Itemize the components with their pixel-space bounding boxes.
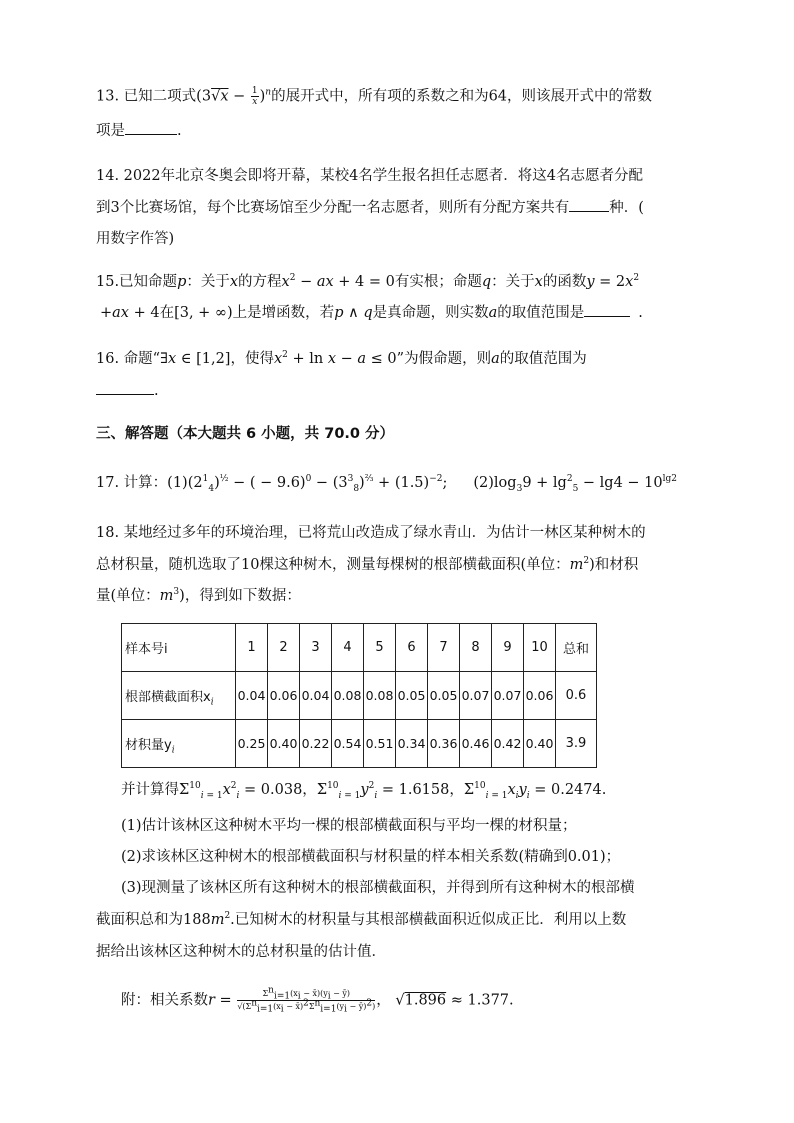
q15-text-c: 的方程 [238, 274, 282, 290]
q17-text-b: (2) [473, 475, 494, 491]
q18-text-l3b: )，得到如下数据： [179, 588, 301, 604]
row-label-x: 根部横截面积$x_i$ [122, 672, 236, 720]
table-header-cell: 1 [236, 624, 268, 672]
table-cell: 0.08 [332, 672, 364, 720]
question-15-line-1: 15.已知命题p：关于x的方程$x^2$ − ax + 4 = 0有实根；命题q：关于x的函数$y = 2x^2$ [96, 273, 640, 290]
q18-text-p3b: 截面积总和为188 [96, 912, 211, 928]
question-16-line-2 [96, 381, 159, 401]
q16-text-a: 16. 命题“∃ [96, 351, 168, 367]
q13-text-b: 的展开式中，所有项的系数之和为64，则该展开式中的常数 [271, 88, 653, 105]
table-header-cell: 4 [332, 624, 364, 672]
table-header-cell: 7 [428, 624, 460, 672]
q15-text-f: 的函数 [542, 274, 587, 290]
table-header-cell: 10 [524, 624, 556, 672]
table-header-cell: 9 [492, 624, 524, 672]
table-cell: 0.06 [524, 672, 556, 720]
q18-part-2: (2)求该林区这种树木的根部横截面积与材积量的样本相关系数(精确到0.01)； [121, 849, 621, 865]
table-cell: 0.04 [236, 672, 268, 720]
question-13-line-2 [96, 121, 182, 141]
q16-text-b: ，使得 [230, 351, 274, 367]
question-14-line-2 [96, 198, 644, 218]
q16-text-c: ”为假命题，则 [396, 351, 492, 367]
table-cell: 0.34 [396, 720, 428, 768]
table-header-cell: 5 [364, 624, 396, 672]
table-cell: 0.42 [492, 720, 524, 768]
question-18-line-2: 总材积量，随机选取了10棵这种树木，测量每棵树的根部横截面积(单位：$m^2$)和材积 [96, 556, 639, 573]
sum-line-label: 并计算得 [121, 782, 179, 798]
table-cell-total: 3.9 [556, 720, 597, 768]
question-14-line-1: 14. 2022年北京冬奥会即将开幕，某校4名学生报名担任志愿者．将这4名志愿者分配 [96, 168, 644, 184]
table-cell: 0.05 [428, 672, 460, 720]
answer-blank [569, 199, 609, 212]
table-cell: 0.22 [300, 720, 332, 768]
table-cell: 0.08 [364, 672, 396, 720]
table-cell: 0.51 [364, 720, 396, 768]
q15-text-b: ：关于 [186, 274, 230, 290]
table-cell: 0.46 [460, 720, 492, 768]
table-cell: 0.54 [332, 720, 364, 768]
correlation-formula: $\frac{\Sigma^n_{i=1}(x_i - x̄)(y_i - ȳ)}{√(\Sigma^n_{i=1}(x_i - x̄)^2\Sigma^n_{i=1}(y_i - ȳ)^2)}$ [237, 985, 376, 1015]
table-row-y [122, 720, 597, 768]
q13-text-d: . [177, 123, 182, 139]
q15-text-j: . [638, 305, 643, 321]
q15-text-e: ：关于 [491, 274, 535, 290]
table-cell: 0.25 [236, 720, 268, 768]
q18-text-l2: 总材积量，随机选取了10棵这种树木，测量每棵树的根部横截面积(单位： [96, 557, 570, 573]
question-14-line-3: 用数字作答) [96, 231, 175, 247]
row-label-y: 材积量$y_i$ [122, 720, 236, 768]
q15-text-a: 15.已知命题 [96, 274, 178, 290]
q15-text-h: 是真命题，则实数 [372, 305, 489, 321]
q13-text-c: 项是 [96, 123, 125, 139]
q14-text-b: 种．( [609, 200, 644, 216]
q18-part-1: (1)估计该林区这种树木平均一棵的根部横截面积与平均一棵的材积量； [121, 818, 577, 834]
q18-part-3-line-1: (3)现测量了该林区所有这种树木的根部横截面积，并得到所有这种树木的根部横 [121, 880, 635, 896]
table-header-total: 总和 [556, 624, 597, 672]
table-cell: 0.06 [268, 672, 300, 720]
question-17-line: 17. 计算：$(1)(2^1_4)^{\frac{1}{2}}$ − ( − $9.6)^0 - (3^3_8)^{\frac{2}{3}} + (1.5)^{-2}$; $(2)\log_39 + \lg^2_5 - \lg 4 - 10^{lg2}$ [96, 474, 678, 494]
correlation-note: 附：相关系数r = $\frac{\Sigma^n_{i=1}(x_i - x̄)(y_i - ȳ)}{√(\Sigma^n_{i=1}(x_i - x̄)^2\Sigma^n_{i=1}(y_i - ȳ)^2)}$ ， √1.896 ≈ 1.377. [121, 985, 514, 1015]
question-16-line-1: 16. 命题“∃x ∈ [1,2]，使得$x^2 + \ln x - a \le 0$”为假命题，则a的取值范围为 [96, 350, 587, 367]
table-row-header [122, 624, 597, 672]
q18-part-3-line-3: 据给出该林区这种树木的总材积量的估计值． [96, 944, 386, 960]
table-cell: 0.04 [300, 672, 332, 720]
section-heading: 三、解答题（本大题共 6 小题，共 70.0 分） [96, 426, 395, 442]
approx-value: ≈ 1.377. [450, 992, 514, 1009]
table-row-x [122, 672, 597, 720]
table-header-cell: 2 [268, 624, 300, 672]
table-cell: 0.07 [492, 672, 524, 720]
q18-text-l2b: )和材积 [589, 557, 639, 573]
table-cell: 0.40 [524, 720, 556, 768]
q17-text-a: 17. 计算：(1) [96, 475, 188, 491]
question-15-line-2: +ax + 4在[3, + ∞)上是增函数，若p ∧ q是真命题，则实数a的取值范围是 . [100, 305, 643, 321]
q18-text-l3: 量(单位： [96, 588, 160, 604]
answer-blank [584, 304, 630, 317]
table-cell: 0.07 [460, 672, 492, 720]
note-label: 附：相关系数 [121, 992, 208, 1009]
table-cell: 0.05 [396, 672, 428, 720]
q15-text-d: 有实根；命题 [394, 274, 482, 290]
q13-text-a: 13. 已知二项式 [96, 88, 197, 105]
answer-blank [125, 122, 177, 135]
data-table [121, 623, 597, 768]
table-cell-total: 0.6 [556, 672, 597, 720]
one-over-x-fraction: $\frac{1}{x}$ [251, 86, 258, 107]
q18-text-p3c: .已知树木的材积量与其根部横截面积近似成正比．利用以上数 [230, 912, 627, 928]
q16-text-e: . [154, 383, 159, 399]
sum-line: 并计算得$\Sigma^{10}_{i = 1}x^2_i = 0.038$，$\Sigma^{10}_{i = 1}y^2_i = 1.6158$，$\Sigma^{10}_{i = 1}x_iy_i = 0.2474$. [121, 781, 607, 801]
q16-text-d: 的取值范围为 [499, 351, 587, 367]
table-header-cell: 8 [460, 624, 492, 672]
answer-blank [96, 382, 154, 395]
q15-text-i: 的取值范围是 [497, 305, 585, 321]
table-header-sample: 样本号i [122, 624, 236, 672]
table-cell: 0.40 [268, 720, 300, 768]
question-18-line-1: 18. 某地经过多年的环境治理，已将荒山改造成了绿水青山．为估计一林区某种树木的 [96, 525, 646, 541]
q15-text-g: 在[3, + ∞)上是增函数，若 [159, 305, 335, 321]
table-header-cell: 6 [396, 624, 428, 672]
q18-part-3-line-2: 截面积总和为$188m^2$.已知树木的材积量与其根部横截面积近似成正比．利用以上数 [96, 911, 627, 928]
question-13-line-1: 13. 已知二项式(3√x − $\frac{1}{x}$ )$^n$的展开式中，所有项的系数之和为64，则该展开式中的常数 [96, 86, 653, 107]
q14-text-a: 到3个比赛场馆，每个比赛场馆至少分配一名志愿者，则所有分配方案共有 [96, 200, 570, 216]
table-header-cell: 3 [300, 624, 332, 672]
table-cell: 0.36 [428, 720, 460, 768]
question-18-line-3: 量(单位：$m^3$)，得到如下数据： [96, 587, 301, 604]
